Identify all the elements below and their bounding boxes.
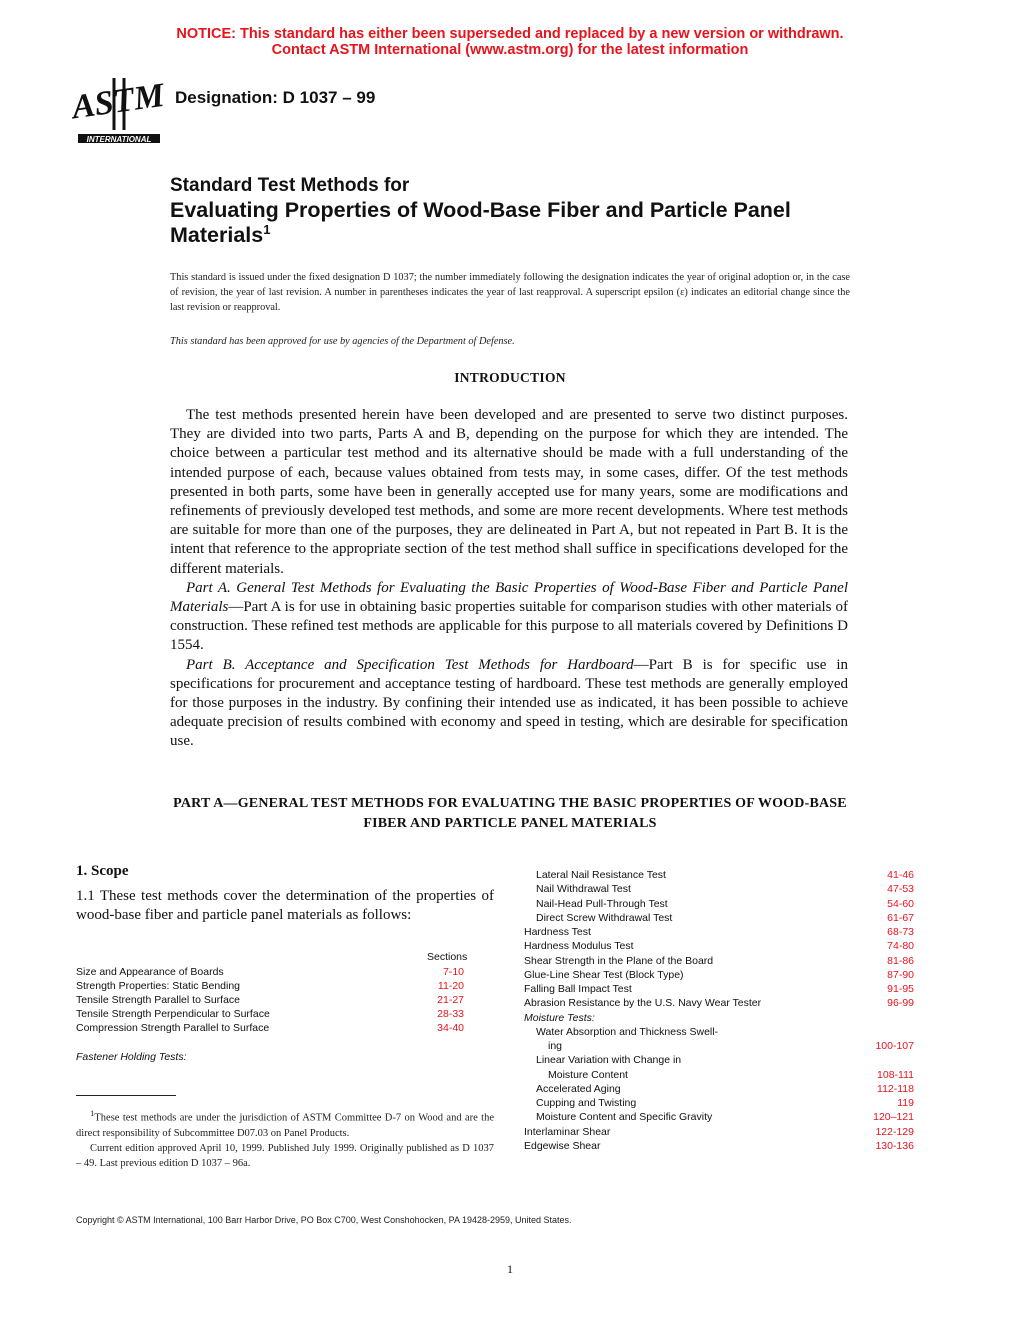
toc-sections-link[interactable]: 122-129 [875, 1126, 914, 1138]
toc-sections-link[interactable]: 74-80 [887, 940, 914, 952]
part-a-heading-line-2: FIBER AND PARTICLE PANEL MATERIALS [363, 816, 657, 831]
footnote-text-1: These test methods are under the jurisdiction of ASTM Committee D-7 on Wood and are the direct responsibility of Subcommittee D07.03 on Panel Products. [76, 1112, 494, 1139]
toc-label: Moisture Content and Specific Gravity [536, 1111, 713, 1123]
dod-approval: This standard has been approved for use by agencies of the Department of Defense. [170, 336, 515, 347]
toc-sections-link[interactable]: 91-95 [887, 983, 914, 995]
toc-label: Strength Properties: Static Bending [76, 980, 241, 992]
title-footnote-mark: 1 [263, 221, 271, 237]
toc-sections-link[interactable]: 119 [897, 1097, 914, 1109]
title-line-1: Standard Test Methods for [170, 175, 410, 196]
toc-sections-link[interactable]: 81-86 [887, 955, 914, 967]
toc-label: Water Absorption and Thickness Swell- [536, 1026, 719, 1038]
toc-label: Nail-Head Pull-Through Test [536, 898, 668, 910]
toc-label: Cupping and Twisting [536, 1097, 637, 1109]
toc-sections-link[interactable]: 21-27 [437, 994, 464, 1006]
toc-sections-link[interactable]: 130-136 [875, 1140, 914, 1152]
intro-paragraph-3 [170, 656, 848, 752]
toc-sections-link[interactable]: 87-90 [887, 969, 914, 981]
toc-label: Falling Ball Impact Test [524, 983, 632, 995]
footnote-divider [76, 1095, 176, 1096]
intro-part-a-text: —Part A is for use in obtaining basic properties suitable for comparison studies with other materials of construction. These refined test methods are applicable for this purpose to all materials covered by Definitions D 1554. [170, 599, 848, 654]
notice-banner [0, 26, 1020, 58]
toc-label: Compression Strength Parallel to Surface [76, 1022, 270, 1034]
toc-sections-link[interactable]: 7-10 [442, 966, 464, 978]
part-a-heading [100, 794, 920, 834]
title-main: Evaluating Properties of Wood-Base Fiber and Particle Panel Materials [170, 198, 791, 247]
intro-part-b-text: —Part B is for specific use in specifications for procurement and acceptance testing of hardboard. These test methods are generally employed for those purposes in the industry. By confining their intended use as indicated, it has been possible to achieve adequate precision of results combined with economy and speed in testing, which are desirable for specification use. [170, 656, 848, 750]
toc-label: Nail Withdrawal Test [536, 883, 631, 895]
toc-sections-link[interactable]: 11-20 [437, 980, 464, 992]
notice-line-2: Contact ASTM International (www.astm.org) for the latest information [271, 42, 749, 58]
toc-label: Moisture Content [548, 1069, 628, 1081]
logo-subtext: INTERNATIONAL [86, 135, 152, 144]
intro-part-a-title: Part A. General Test Methods for Evaluating the Basic Properties of Wood-Base Fiber and Particle Panel Materials [170, 579, 848, 616]
toc-label: Glue-Line Shear Test (Block Type) [524, 969, 684, 981]
toc-label: Lateral Nail Resistance Test [536, 869, 666, 881]
toc-label: Size and Appearance of Boards [76, 966, 224, 978]
toc-label: Abrasion Resistance by the U.S. Navy Wear Tester [524, 997, 762, 1009]
toc-sections-link[interactable]: 34-40 [437, 1022, 464, 1034]
toc-label: ing [548, 1040, 563, 1052]
toc-label: Fastener Holding Tests: [76, 1051, 187, 1063]
toc-sections-link[interactable]: 100-107 [875, 1040, 914, 1052]
toc-label: Interlaminar Shear [524, 1126, 611, 1138]
toc-label: Tensile Strength Parallel to Surface [76, 994, 241, 1006]
toc-sections-link[interactable]: 68-73 [887, 926, 914, 938]
toc-label: Linear Variation with Change in [536, 1054, 682, 1066]
toc-sections-link[interactable]: 28-33 [437, 1008, 464, 1020]
toc-label: Accelerated Aging [536, 1083, 621, 1095]
copyright: Copyright © ASTM International, 100 Barr Harbor Drive, PO Box C700, West Conshohocken, PA 19428-2959, United States. [76, 1215, 572, 1225]
logo-text: ASTM [69, 76, 167, 127]
notice-line-1: NOTICE: This standard has either been superseded and replaced by a new version or withdrawn. [176, 26, 844, 42]
toc-label: Edgewise Shear [524, 1140, 601, 1152]
toc-label: Hardness Modulus Test [524, 940, 634, 952]
scope-heading: 1. Scope [76, 863, 129, 879]
footnote [76, 1106, 494, 1171]
toc-label: Direct Screw Withdrawal Test [536, 912, 673, 924]
page-number: 1 [507, 1262, 513, 1276]
toc-sections-link[interactable]: 61-67 [887, 912, 914, 924]
introduction-body [170, 406, 848, 752]
astm-logo [69, 72, 167, 148]
toc-label: Moisture Tests: [524, 1012, 595, 1024]
part-a-heading-line-1: PART A—GENERAL TEST METHODS FOR EVALUATING THE BASIC PROPERTIES OF WOOD-BASE [173, 796, 847, 811]
toc-label: Tensile Strength Perpendicular to Surface [76, 1008, 270, 1020]
intro-paragraph-1: The test methods presented herein have been developed and are presented to serve two distinct purposes. They are divided into two parts, Parts A and B, depending on the purpose for which they are intended. The choice between a particular test method and its alternative should be made with a full understanding of the intended purpose of each, because values obtained from tests may, in some cases, differ. Of the test methods presented in both parts, some have been in generally accepted use for many years, some are modifications and refinements of previously developed test methods, and some are more recent developments. Where test methods are suitable for more than one of the purposes, they are delineated in Part A, but not repeated in Part B. It is the intent that reference to the appropriate section of the test method shall suffice in specifications developed for the different materials. [170, 407, 848, 577]
toc-sections-link[interactable]: 41-46 [887, 869, 914, 881]
toc-label: Hardness Test [524, 926, 591, 938]
toc-sections-link[interactable]: 54-60 [887, 898, 914, 910]
toc-sections-link[interactable]: 96-99 [887, 997, 914, 1009]
issued-statement: This standard is issued under the fixed designation D 1037; the number immediately following the designation indicates the year of original adoption or, in the case of revision, the year of last revision. A number in parentheses indicates the year of last reapproval. A superscript epsilon (ε) indicates an editorial change since the last revision or reapproval. [170, 272, 850, 313]
introduction-heading: INTRODUCTION [454, 370, 566, 385]
toc-label: Shear Strength in the Plane of the Board [524, 955, 714, 967]
astm-logo-icon [69, 72, 167, 148]
footnote-paragraph-2: Current edition approved April 10, 1999. Published July 1999. Originally published as D 1037 – 49. Last previous edition D 1037 – 96a. [76, 1142, 494, 1169]
toc-sections-link[interactable]: 47-53 [887, 883, 914, 895]
footnote-paragraph-1 [76, 1106, 494, 1141]
scope-paragraph: 1.1 These test methods cover the determination of the properties of wood-base fiber and particle panel materials as follows: [76, 888, 494, 923]
toc-sections-link[interactable]: 108-111 [877, 1069, 914, 1081]
intro-paragraph-2 [170, 579, 848, 656]
toc-sections-link[interactable]: 112-118 [877, 1083, 914, 1095]
title-line-2 [170, 198, 810, 248]
designation: Designation: D 1037 – 99 [175, 88, 376, 107]
intro-part-b-title: Part B. Acceptance and Specification Test Methods for Hardboard [186, 656, 634, 673]
sections-column-label: Sections [427, 951, 468, 963]
footnote-mark: 1 [90, 1108, 95, 1118]
toc-sections-link[interactable]: 120–121 [873, 1111, 914, 1123]
